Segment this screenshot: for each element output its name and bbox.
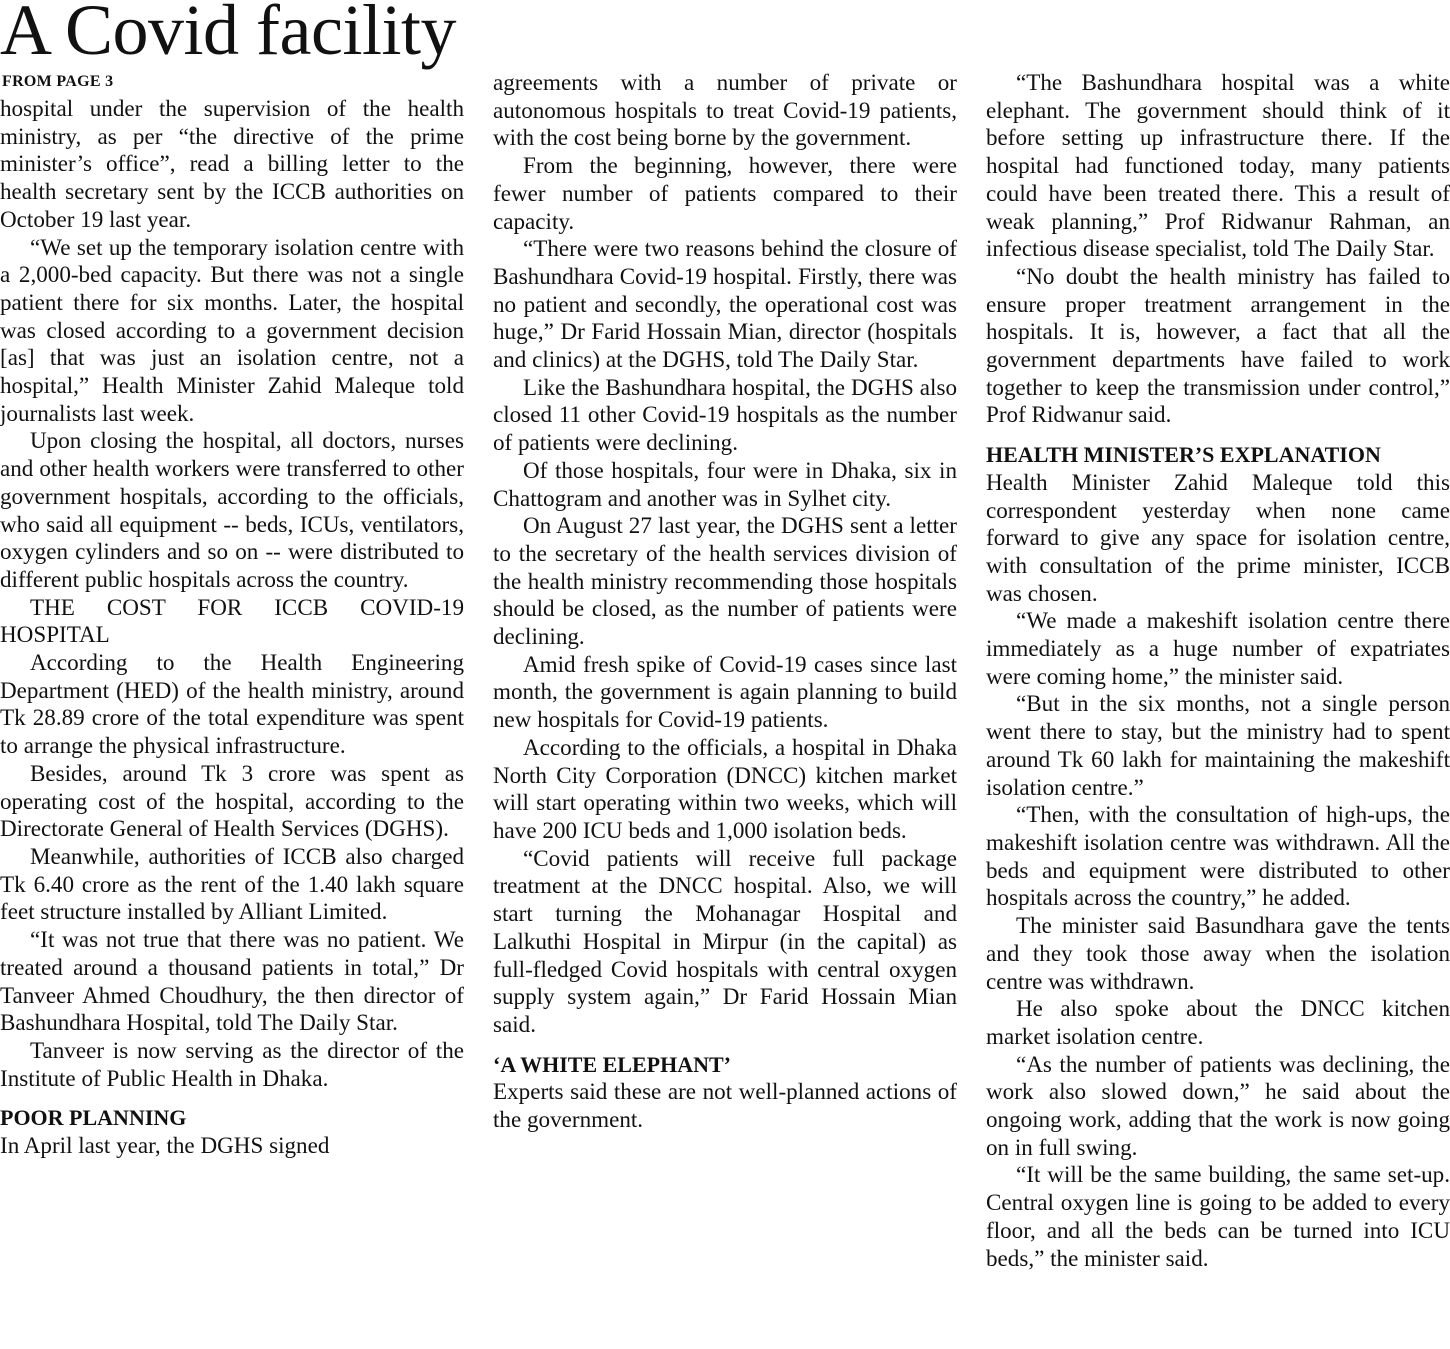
paragraph: He also spoke about the DNCC kitchen market isolation centre. [986,995,1450,1049]
paragraph: In April last year, the DGHS signed [0,1132,330,1159]
paragraph: Of those hospitals, four were in Dhaka, six in Chattogram and another was in Sylhet city. [493,456,957,511]
paragraph: Like the Bashundhara hospital, the DGHS also closed 11 other Covid-19 hospitals as the number of patients were declining. [493,373,957,456]
paragraph: “We set up the temporary isolation centre with a 2,000-bed capacity. But there was not a single patient there for six months. Later, the hospital was closed according to a government decision [as] that was just an isolation centre, not a hospital,” Health Minister Zahid Maleque told journalists last week. [0,233,464,426]
paragraph: Tanveer is now serving as the director of the Institute of Public Health in Dhaka. [0,1036,464,1091]
subheading: HEALTH MINISTER’S EXPLANATION [986,442,1381,468]
paragraph: From the beginning, however, there were fewer number of patients compared to their capacity. [493,152,957,234]
headline: A Covid facility [0,0,456,70]
paragraph: Experts said these are not well-planned actions of the government. [493,1078,957,1133]
paragraph: Besides, around Tk 3 crore was spent as operating cost of the hospital, according to the Directorate General of Health Services (DGHS). [0,759,464,842]
paragraph: “As the number of patients was declining, the work also slowed down,” he said about the ongoing work, adding that the work is now going on in full swing. [986,1050,1450,1160]
paragraph: “No doubt the health ministry has failed to ensure proper treatment arrangement in the hospitals. It is, however, a fact that all the government departments have failed to work together to keep the transmission under control,” Prof Ridwanur said. [986,262,1450,428]
article-column-3 [986,69,1450,1272]
jump-line: FROM PAGE 3 [2,73,114,90]
paragraph: “We made a makeshift isolation centre there immediately as a huge number of expatriates were coming home,” the minister said. [986,607,1450,689]
paragraph: “Covid patients will receive full package treatment at the DNCC hospital. Also, we will start turning the Mohanagar Hospital and Lalkuthi Hospital in Mirpur (in the capital) as full-fledged Covid hospitals with central oxygen supply system again,” Dr Farid Hossain Mian said. [493,844,957,1037]
paragraph: On August 27 last year, the DGHS sent a letter to the secretary of the health services division of the health ministry recommending those hospitals should be closed, as the number of patients were declining. [493,512,957,650]
paragraph: The minister said Basundhara gave the tents and they took those away when the isolation centre was withdrawn. [986,912,1450,994]
paragraph: “There were two reasons behind the closure of Bashundhara Covid-19 hospital. Firstly, there was no patient and secondly, the operational cost was huge,” Dr Farid Hossain Mian, director (hospitals and clinics) at the DGHS, told The Daily Star. [493,235,957,373]
subheading: POOR PLANNING [0,1105,187,1131]
paragraph: “It will be the same building, the same set-up. Central oxygen line is going to be added to every floor, and all the beds can be turned into ICU beds,” the minister said. [986,1161,1450,1271]
paragraph: Meanwhile, authorities of ICCB also charged Tk 6.40 crore as the rent of the 1.40 lakh square feet structure installed by Alliant Limited. [0,842,464,925]
paragraph: Health Minister Zahid Maleque told this correspondent yesterday when none came forward to give any space for isolation centre, with consultation of the prime minister, ICCB was chosen. [986,468,1450,606]
paragraph: “But in the six months, not a single person went there to stay, but the ministry had to spent around Tk 60 lakh for maintaining the makeshift isolation centre.” [986,690,1450,800]
paragraph: According to the Health Engineering Department (HED) of the health ministry, around Tk 28.89 crore of the total expenditure was spent to arrange the physical infrastructure. [0,649,464,759]
paragraph: agreements with a number of private or autonomous hospitals to treat Covid-19 patients, with the cost being borne by the government. [493,69,957,151]
subheading: ‘A WHITE ELEPHANT’ [493,1051,731,1077]
paragraph: According to the officials, a hospital in Dhaka North City Corporation (DNCC) kitchen market will start operating within two weeks, which will have 200 ICU beds and 1,000 isolation beds. [493,733,957,843]
article-column-1 [0,95,464,1160]
paragraph: hospital under the supervision of the health ministry, as per “the directive of the prime minister’s office”, read a billing letter to the health secretary sent by the ICCB authorities on October 19 last year. [0,95,464,232]
article-column-2 [493,69,957,1134]
paragraph: “Then, with the consultation of high-ups, the makeshift isolation centre was withdrawn. All the beds and equipment were distributed to other hospitals across the country,” he added. [986,801,1450,911]
paragraph: Amid fresh spike of Covid-19 cases since last month, the government is again planning to build new hospitals for Covid-19 patients. [493,650,957,733]
paragraph: THE COST FOR ICCB COVID-19 HOSPITAL [0,593,464,648]
paragraph: “It was not true that there was no patient. We treated around a thousand patients in total,” Dr Tanveer Ahmed Choudhury, the then director of Bashundhara Hospital, told The Daily Star. [0,926,464,1036]
paragraph: Upon closing the hospital, all doctors, nurses and other health workers were transferred to other government hospitals, according to the officials, who said all equipment -- beds, ICUs, ventilators, oxygen cylinders and so on -- were distributed to different public hospitals across the country. [0,427,464,592]
paragraph: “The Bashundhara hospital was a white elephant. The government should think of it before setting up infrastructure there. If the hospital had functioned today, many patients could have been treated there. This a result of weak planning,” Prof Ridwanur Rahman, an infectious disease specialist, told The Daily Star. [986,69,1450,262]
